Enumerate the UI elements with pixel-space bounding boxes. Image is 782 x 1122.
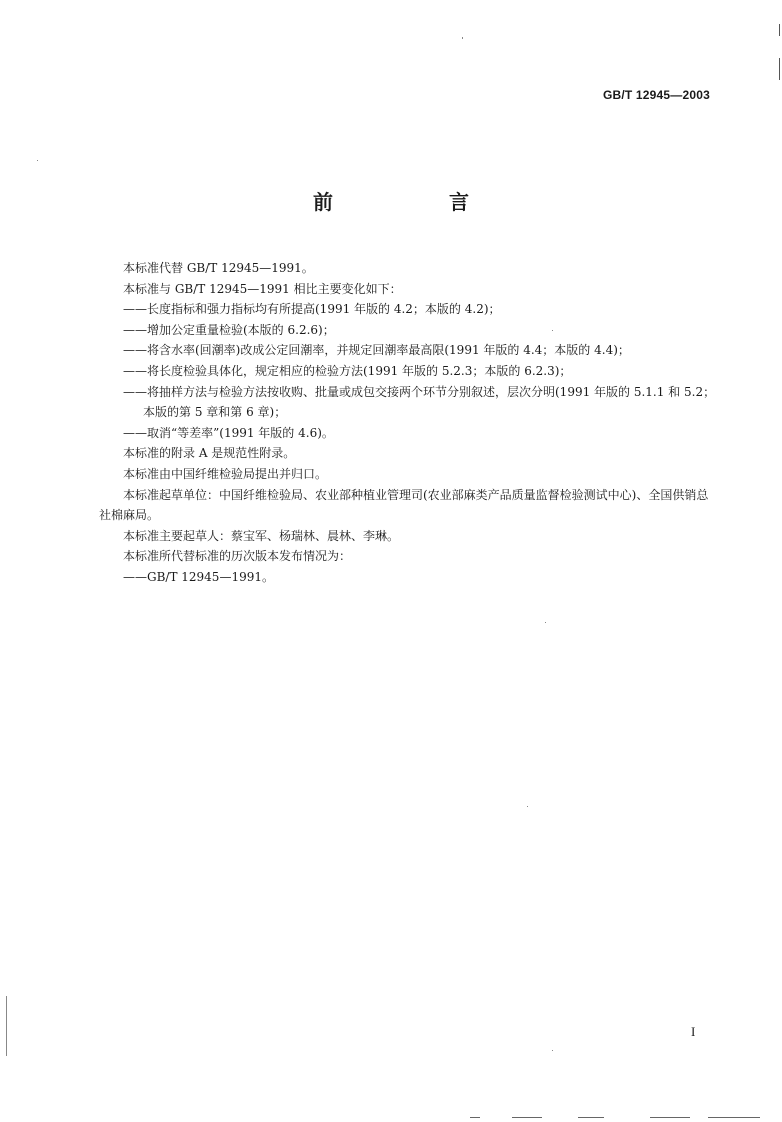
note-appendix: 本标准的附录 A 是规范性附录。 (123, 446, 296, 461)
scan-edge-line (6, 996, 7, 1056)
scan-speck (552, 330, 553, 331)
scan-edge-line (779, 24, 780, 36)
scan-bottom-dash (708, 1117, 760, 1118)
scan-edge-line (779, 58, 780, 80)
history-item: ——GB/T 12945—1991。 (123, 569, 274, 584)
document-body (99, 258, 719, 588)
change-item: ——取消“等差率”(1991 年版的 4.6)。 (123, 425, 334, 440)
change-item: ——将抽样方法与检验方法按收购、批量或成包交接两个环节分别叙述，层次分明(1991 年版的 5.1.1 和 5.2；本版的第 5 章和第 6 章)； (123, 384, 716, 420)
change-item: ——将含水率(回潮率)改成公定回潮率，并规定回潮率最高限(1991 年版的 4.4；本版的 4.4)； (123, 343, 630, 358)
note-drafting-units: 本标准起草单位：中国纤维检验局、农业部种植业管理司(农业部麻类产品质量监督检验测试中心)、全国供销总社棉麻局。 (99, 487, 709, 523)
page-title: 前 言 (313, 190, 517, 214)
note-proposer: 本标准由中国纤维检验局提出并归口。 (123, 466, 328, 481)
note-history-intro: 本标准所代替标准的历次版本发布情况为： (123, 549, 352, 564)
note-drafters: 本标准主要起草人：蔡宝军、杨瑞林、晨林、李琳。 (123, 528, 400, 543)
scan-bottom-dash (650, 1117, 690, 1118)
paragraph-replaces: 本标准代替 GB/T 12945—1991。 (123, 261, 314, 275)
scan-speck (462, 37, 463, 39)
change-item: ——将长度检验具体化，规定相应的检验方法(1991 年版的 5.2.3；本版的 6.2.3)； (123, 363, 572, 378)
paragraph-changes-intro: 本标准与 GB/T 12945—1991 相比主要变化如下： (123, 281, 402, 296)
scan-speck (552, 1050, 553, 1051)
scan-speck (527, 806, 528, 807)
change-item: ——增加公定重量检验(本版的 6.2.6)； (123, 322, 335, 337)
page-number: I (691, 1024, 696, 1039)
standard-code: GB/T 12945—2003 (602, 88, 710, 102)
scan-bottom-dash (470, 1117, 480, 1118)
scan-speck (37, 160, 38, 161)
scan-speck (545, 622, 546, 623)
change-item: ——长度指标和强力指标均有所提高(1991 年版的 4.2；本版的 4.2)； (123, 302, 501, 317)
scan-bottom-dash (512, 1117, 542, 1118)
scan-bottom-dash (578, 1117, 604, 1118)
